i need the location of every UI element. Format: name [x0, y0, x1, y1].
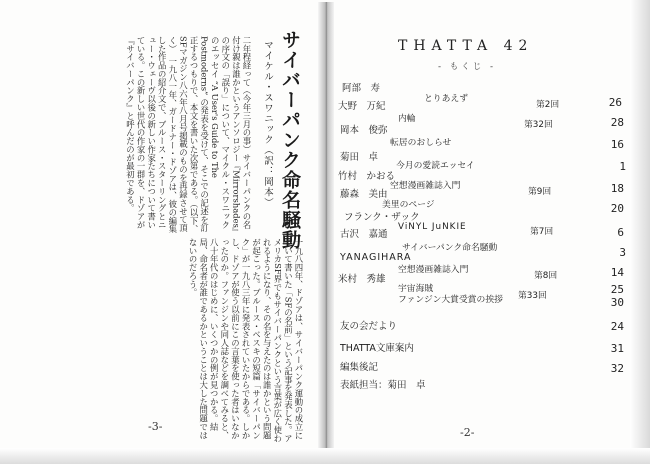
toc-entry-round: 第7回 [530, 227, 554, 237]
toc-page-number: 25 [610, 283, 624, 296]
left-page [0, 0, 318, 464]
toc-entry-title: 内輪 [398, 114, 416, 124]
toc-entry-title: 空想漫画雑誌入門 [390, 181, 461, 191]
page-edge-shadow [630, 0, 650, 464]
toc-author: 竹村 かおる [338, 171, 396, 182]
toc-page-number: 3 [619, 246, 626, 259]
toc-page-number: 28 [610, 116, 624, 129]
toc-entry-title: 宇宙海賊 [398, 284, 434, 294]
page-number-right: -2- [460, 426, 475, 439]
toc-author: 岡本 俊弥 [340, 125, 388, 136]
book-spine [318, 2, 334, 462]
article-body-upper: 二年程経って（今年三月の事）サイバーパンクの名付け親は誰かというアンソロジー『Mirrorshades』の序文の「誤り」について、マイクル・スワニックのエッセイ “A User's Guide to The Postmoderns” の発表を受けて、そこでの記述を訂正するつもりで、本文を書いた次第である。（以下、SFマガジン八六年八月号掲載のものを再録させて頂く） 一九八一年、ガードナー・ドゾアは、彼の編集した作品の紹介文で、ブルース・スターリングとニュー・ウェーヴ以後の新しい作家たちについて書いている。この新しい世代の作家の一群を、ドゾアが『サイバーパンク』と呼んだのが最初である。 [125, 36, 252, 234]
toc-author: フランク・ザック [344, 212, 420, 223]
toc-entry-title: ファンジン大賞受賞の挨拶 [398, 295, 503, 305]
toc-page-number: 18 [610, 182, 624, 195]
article-title: サイバーパンク命名騒動 [279, 30, 301, 250]
toc-entry-title: サイバーパンク命名騒動 [402, 243, 498, 253]
toc-entry-title: とりあえず [424, 94, 468, 104]
toc-entry-title: ViNYL JuNKIE [398, 222, 467, 232]
page-number-left: -3- [148, 420, 163, 433]
toc-entry-round: 第33回 [518, 291, 547, 301]
toc-author: 米村 秀雄 [338, 274, 386, 285]
toc-entry-title: 今月の愛読エッセイ [396, 161, 475, 171]
toc-page-number: 24 [610, 320, 624, 333]
toc-entry-round: 第32回 [524, 120, 553, 130]
toc-entry-title: 美里のページ [382, 200, 435, 210]
toc-entry-title: 転居のおしらせ [390, 138, 452, 148]
toc-author: 古沢 嘉通 [340, 229, 388, 240]
toc-entry-round: 第8回 [534, 271, 558, 281]
toc-page-number: 16 [610, 138, 624, 151]
toc-entry-round: 第2回 [536, 100, 560, 110]
toc-extra-label: 編集後記 [340, 362, 379, 373]
toc-author: YANAGIHARA [340, 252, 412, 263]
toc-author: 阿部 寿 [342, 83, 381, 94]
toc-page-number: 32 [610, 362, 624, 375]
toc-extra-label: 友の会だより [340, 321, 398, 332]
article-byline: マイケル・スワニック（訳：岡本） [262, 40, 273, 208]
toc-page-number: 31 [610, 342, 624, 355]
toc-page-number: 26 [608, 96, 622, 109]
right-page [334, 0, 630, 464]
toc-extra-label: THATTA文庫案内 [340, 343, 414, 354]
toc-page-number: 14 [610, 266, 624, 279]
zine-title: THATTA 42 [398, 38, 534, 54]
toc-page-number: 30 [610, 296, 624, 309]
page-bottom-shadow [0, 448, 650, 464]
toc-page-number: 20 [610, 202, 624, 215]
toc-author: 菊田 卓 [340, 152, 379, 163]
toc-author: 大野 万紀 [338, 101, 386, 112]
toc-entry-title: 空想漫画雑誌入門 [398, 265, 469, 275]
toc-entry-round: 第9回 [528, 187, 552, 197]
contents-label: - もくじ - [438, 62, 497, 72]
article-body-lower: 一九八四年、ドゾアは、サイバーパンク運動の成立について書いた「SFの名前」という記事を発表した。アメリカSF界でもサイバーパンクという言葉が広く使われるようになり、その名を与えたのは誰かという問題が起こった。ブルース・ベスキの短篇「サイバーパンク」が一九八三年に発表されていたからである。しかし、ドゾアが使う以前にこの言葉を使った者はいなかったのか。ファンジンや同人誌などを調べてみると、八十年代のはじめに、いくつかの例が見つかる。結局、命名者が誰であるかということは大した問題ではないのだろう。 [188, 238, 304, 443]
toc-page-number: 1 [619, 160, 626, 173]
toc-page-number: 6 [617, 226, 624, 239]
cover-credit: 表紙担当：菊田 卓 [340, 380, 426, 391]
toc-author: 藤森 美由 [340, 189, 388, 200]
